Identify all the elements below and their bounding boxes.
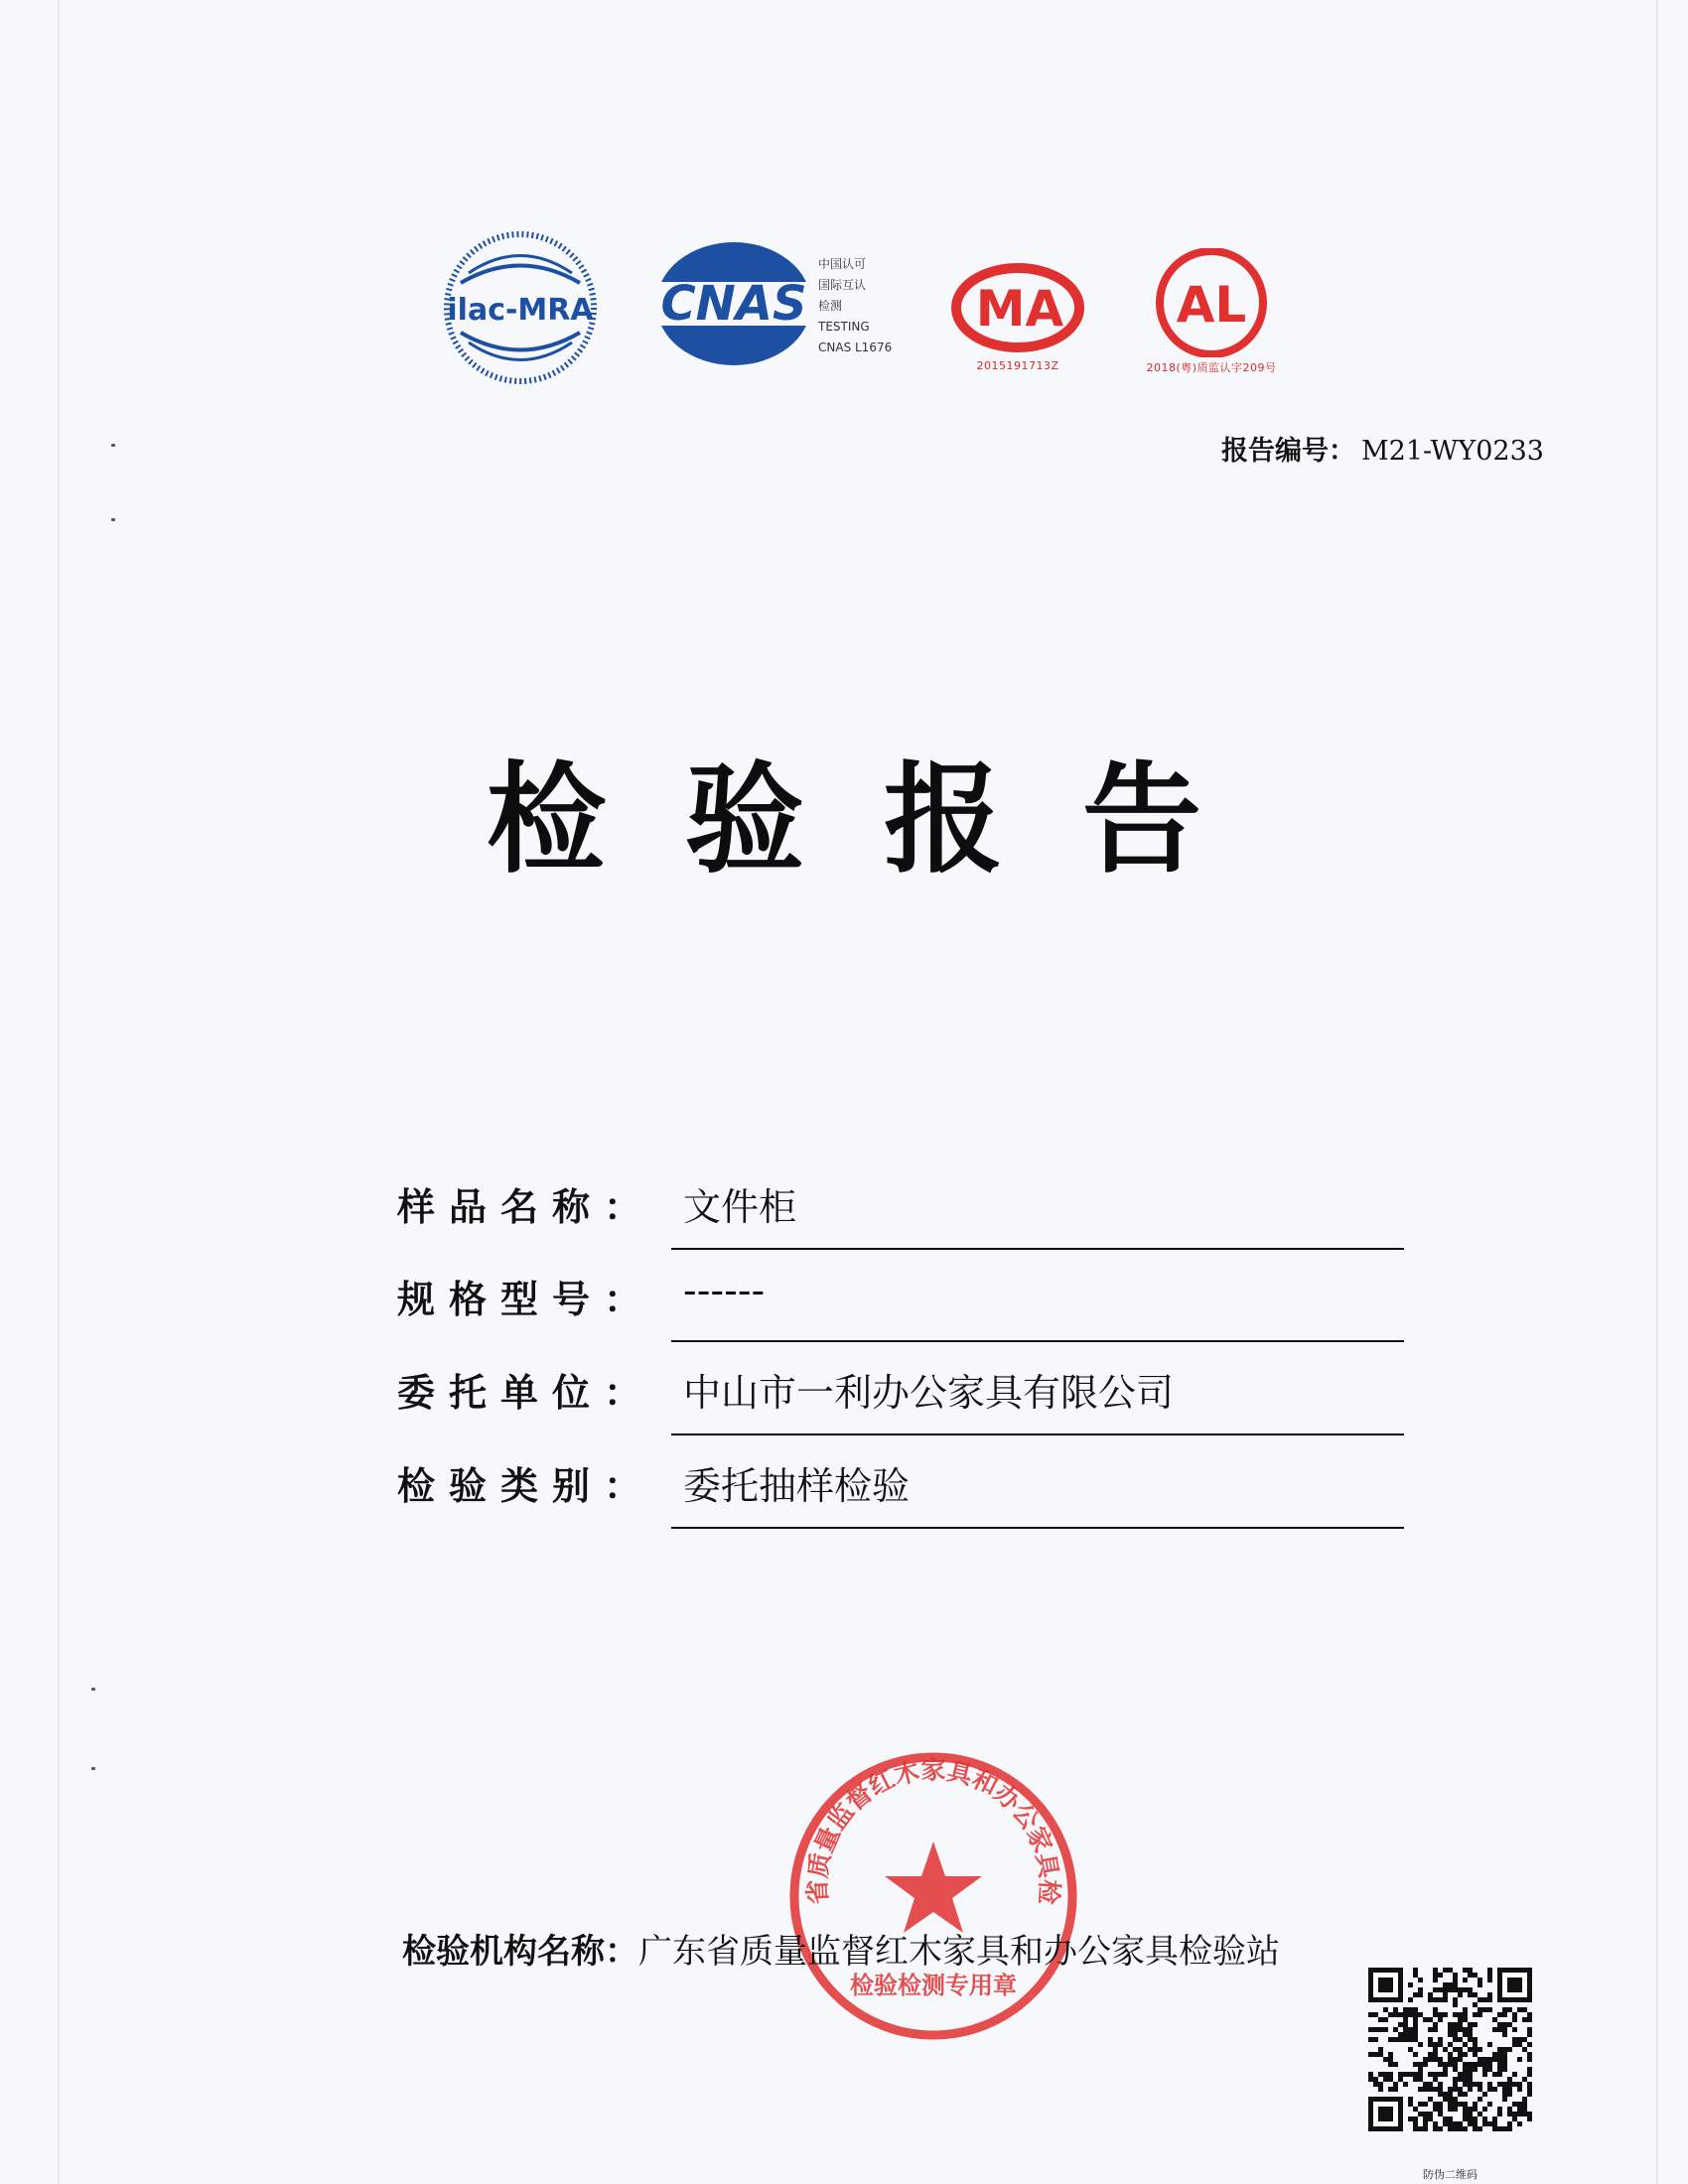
qr-code xyxy=(1368,1968,1532,2165)
field-underline xyxy=(671,1433,1404,1435)
cma-number: 2015191713Z xyxy=(976,359,1059,372)
cal-logo xyxy=(1122,248,1301,382)
field-underline xyxy=(671,1527,1404,1529)
svg-text:检验检测专用章: 检验检测专用章 xyxy=(850,1972,1017,1999)
field-label: 委托单位： xyxy=(397,1371,656,1415)
cnas-logo-text: CNAS xyxy=(660,276,807,332)
cnas-side-line: CNAS L1676 xyxy=(818,341,893,354)
report-number xyxy=(1221,429,1544,468)
cal-number: 2018(粤)质监认字209号 xyxy=(1146,361,1277,374)
page-title: 检验报告 xyxy=(487,750,1281,889)
field-underline xyxy=(671,1248,1404,1250)
organization-label: 检验机构名称： xyxy=(402,1932,638,1972)
organization-value: 广东省质量监督红木家具和办公家具检验站 xyxy=(638,1932,1280,1972)
cnas-side-line: TESTING xyxy=(818,320,870,334)
cnas-logo xyxy=(647,234,821,373)
cnas-side-line: 中国认可 xyxy=(818,257,867,271)
scan-speck xyxy=(91,1688,95,1691)
field-underline xyxy=(671,1340,1404,1342)
ilac-logo-text: ilac-MRA xyxy=(447,293,594,328)
right-scan-edge xyxy=(1656,0,1658,2184)
scan-speck xyxy=(111,444,115,447)
field-value: ------ xyxy=(683,1269,766,1312)
report-number-label: 报告编号： xyxy=(1221,436,1355,467)
field-value: 文件柜 xyxy=(683,1185,797,1229)
svg-text:广东省质量监督红木家具和办公家具检验站: 省质量监督红木家具和办公家具检 xyxy=(802,1755,1064,1905)
cnas-side-line: 国际互认 xyxy=(818,278,867,292)
ilac-mra-logo xyxy=(441,228,600,387)
scan-speck xyxy=(111,518,115,521)
cma-logo xyxy=(948,260,1087,379)
report-number-value: M21-WY0233 xyxy=(1361,436,1544,467)
organization-line xyxy=(402,1924,1280,1973)
official-seal xyxy=(784,1747,1082,2049)
cnas-side-text xyxy=(818,254,892,358)
field-label: 规格型号： xyxy=(397,1278,656,1321)
cma-logo-text: MA xyxy=(975,280,1064,338)
qr-caption: 防伪二维码 xyxy=(1423,2168,1477,2181)
left-scan-edge xyxy=(58,0,60,2184)
cal-logo-text: AL xyxy=(1176,276,1247,334)
cnas-side-line: 检测 xyxy=(818,299,843,313)
field-value: 中山市一利办公家具有限公司 xyxy=(683,1371,1175,1415)
field-value: 委托抽样检验 xyxy=(683,1464,911,1508)
scan-speck xyxy=(91,1767,95,1770)
field-label: 检验类别： xyxy=(397,1464,656,1508)
field-label: 样品名称： xyxy=(397,1185,656,1229)
